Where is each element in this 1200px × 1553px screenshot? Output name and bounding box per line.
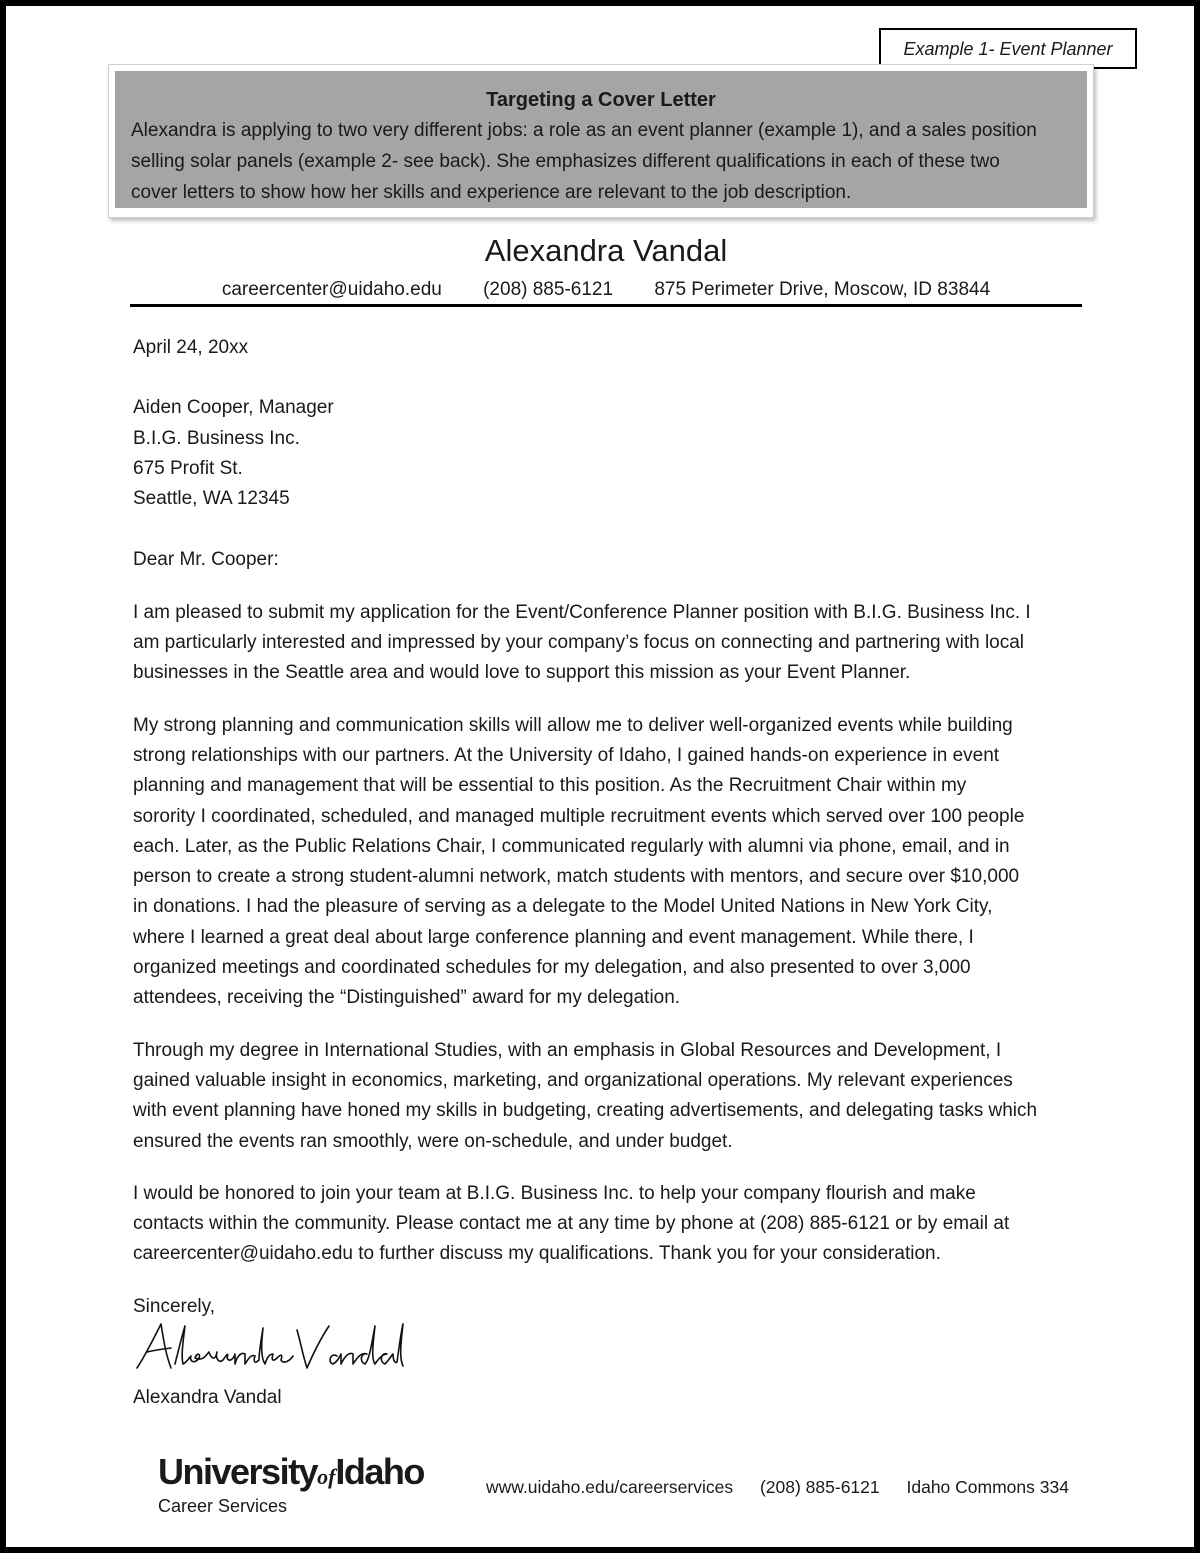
paragraph-line: strong relationships with our partners. At the University of Idaho, I gained hands-on experience in event [133,744,1000,766]
paragraph-line: each. Later, as the Public Relations Chair, I communicated regularly with alumni via phone, email, and in [133,835,1010,857]
logo-idaho: Idaho [335,1451,424,1492]
example-tag: Example 1- Event Planner [879,28,1137,69]
paragraph-line: person to create a strong student-alumni network, match students with mentors, and secure over $10,000 [133,866,1020,888]
paragraph-line: with event planning have honed my skills in budgeting, creating advertisements, and delegating tasks which [133,1100,1038,1122]
contact-row [130,275,1082,305]
paragraph-line: contacts within the community. Please contact me at any time by phone at (208) 885-6121 or by email at [133,1213,1010,1235]
signed-name: Alexandra Vandal [133,1387,282,1408]
targeting-banner [108,64,1094,218]
banner-title: Targeting a Cover Letter [486,89,716,111]
paragraph-line: Through my degree in International Studies, with an emphasis in Global Resources and Development, I [133,1039,1002,1061]
paragraph-line: gained valuable insight in economics, marketing, and organizational operations. My relevant experiences [133,1069,1013,1091]
paragraph-4 [133,1179,1083,1270]
paragraph-2 [133,711,1083,1014]
paragraph-line: planning and management that will be essential to this position. As the Recruitment Chair within my [133,775,967,797]
footer-info [486,1473,1091,1501]
letter-date: April 24, 20xx [133,337,249,358]
banner-line: selling solar panels (example 2- see back). She emphasizes different qualifications in each of these two [131,151,1000,172]
recipient-line: Aiden Cooper, Manager [133,397,334,419]
paragraph-line: in donations. I had the pleasure of serving as a delegate to the Model United Nations in New York City, [133,896,993,918]
logo-university: University [158,1451,318,1492]
footer-phone: (208) 885-6121 [759,1477,880,1497]
paragraph-line: ensured the events ran smoothly, were on-schedule, and under budget. [133,1130,733,1152]
banner-text [131,115,1071,208]
banner-line: Alexandra is applying to two very different jobs: a role as an event planner (example 1), and a sales position [131,120,1037,141]
university-logo [158,1452,424,1517]
logo-subtitle: Career Services [158,1496,288,1516]
contact-email: careercenter@uidaho.edu [221,279,442,300]
recipient-line: Seattle, WA 12345 [133,488,290,510]
footer-location: Idaho Commons 334 [906,1477,1069,1497]
banner-panel [115,71,1087,208]
contact-address: 875 Perimeter Drive, Moscow, ID 83844 [654,279,991,300]
paragraph-line: My strong planning and communication skills will allow me to deliver well-organized events while building [133,714,1013,736]
applicant-name: Alexandra Vandal [484,233,728,268]
paragraph-3 [133,1036,1083,1157]
contact-phone: (208) 885-6121 [483,279,614,300]
letterhead-divider [130,304,1082,307]
logo-wordmark [158,1452,424,1497]
paragraph-line: I would be honored to join your team at B.I.G. Business Inc. to help your company flourish and make [133,1182,976,1204]
letterhead [130,231,1082,305]
paragraph-line: businesses in the Seattle area and would love to support this mission as your Event Planner. [133,662,911,684]
paragraph-line: organized meetings and coordinated schedules for my delegation, and also presented to over 3,000 [133,957,971,979]
paragraph-line: where I learned a great deal about large conference planning and event management. While there, I [133,926,974,948]
paragraph-1 [133,598,1083,689]
letter-body [133,333,1083,1322]
handwritten-signature [131,1318,411,1382]
recipient-address [133,393,1083,514]
paragraph-line: sorority I coordinated, scheduled, and managed multiple recruitment events which served over 100 people [133,805,1025,827]
salutation: Dear Mr. Cooper: [133,549,279,571]
closing: Sincerely, [133,1295,216,1317]
paragraph-line: careercenter@uidaho.edu to further discuss my qualifications. Thank you for your consideration. [133,1243,941,1265]
paragraph-line: attendees, receiving the “Distinguished” award for my delegation. [133,987,681,1009]
paragraph-line: am particularly interested and impressed by your company’s focus on connecting and partnering with local [133,632,1025,654]
recipient-line: B.I.G. Business Inc. [133,427,300,449]
recipient-line: 675 Profit St. [133,457,243,479]
banner-line: cover letters to show how her skills and experience are relevant to the job description. [131,182,852,203]
footer-website: www.uidaho.edu/careerservices [486,1477,734,1497]
paragraph-line: I am pleased to submit my application for the Event/Conference Planner position with B.I.G. Business Inc. I [133,601,1031,623]
logo-of: of [317,1464,336,1489]
